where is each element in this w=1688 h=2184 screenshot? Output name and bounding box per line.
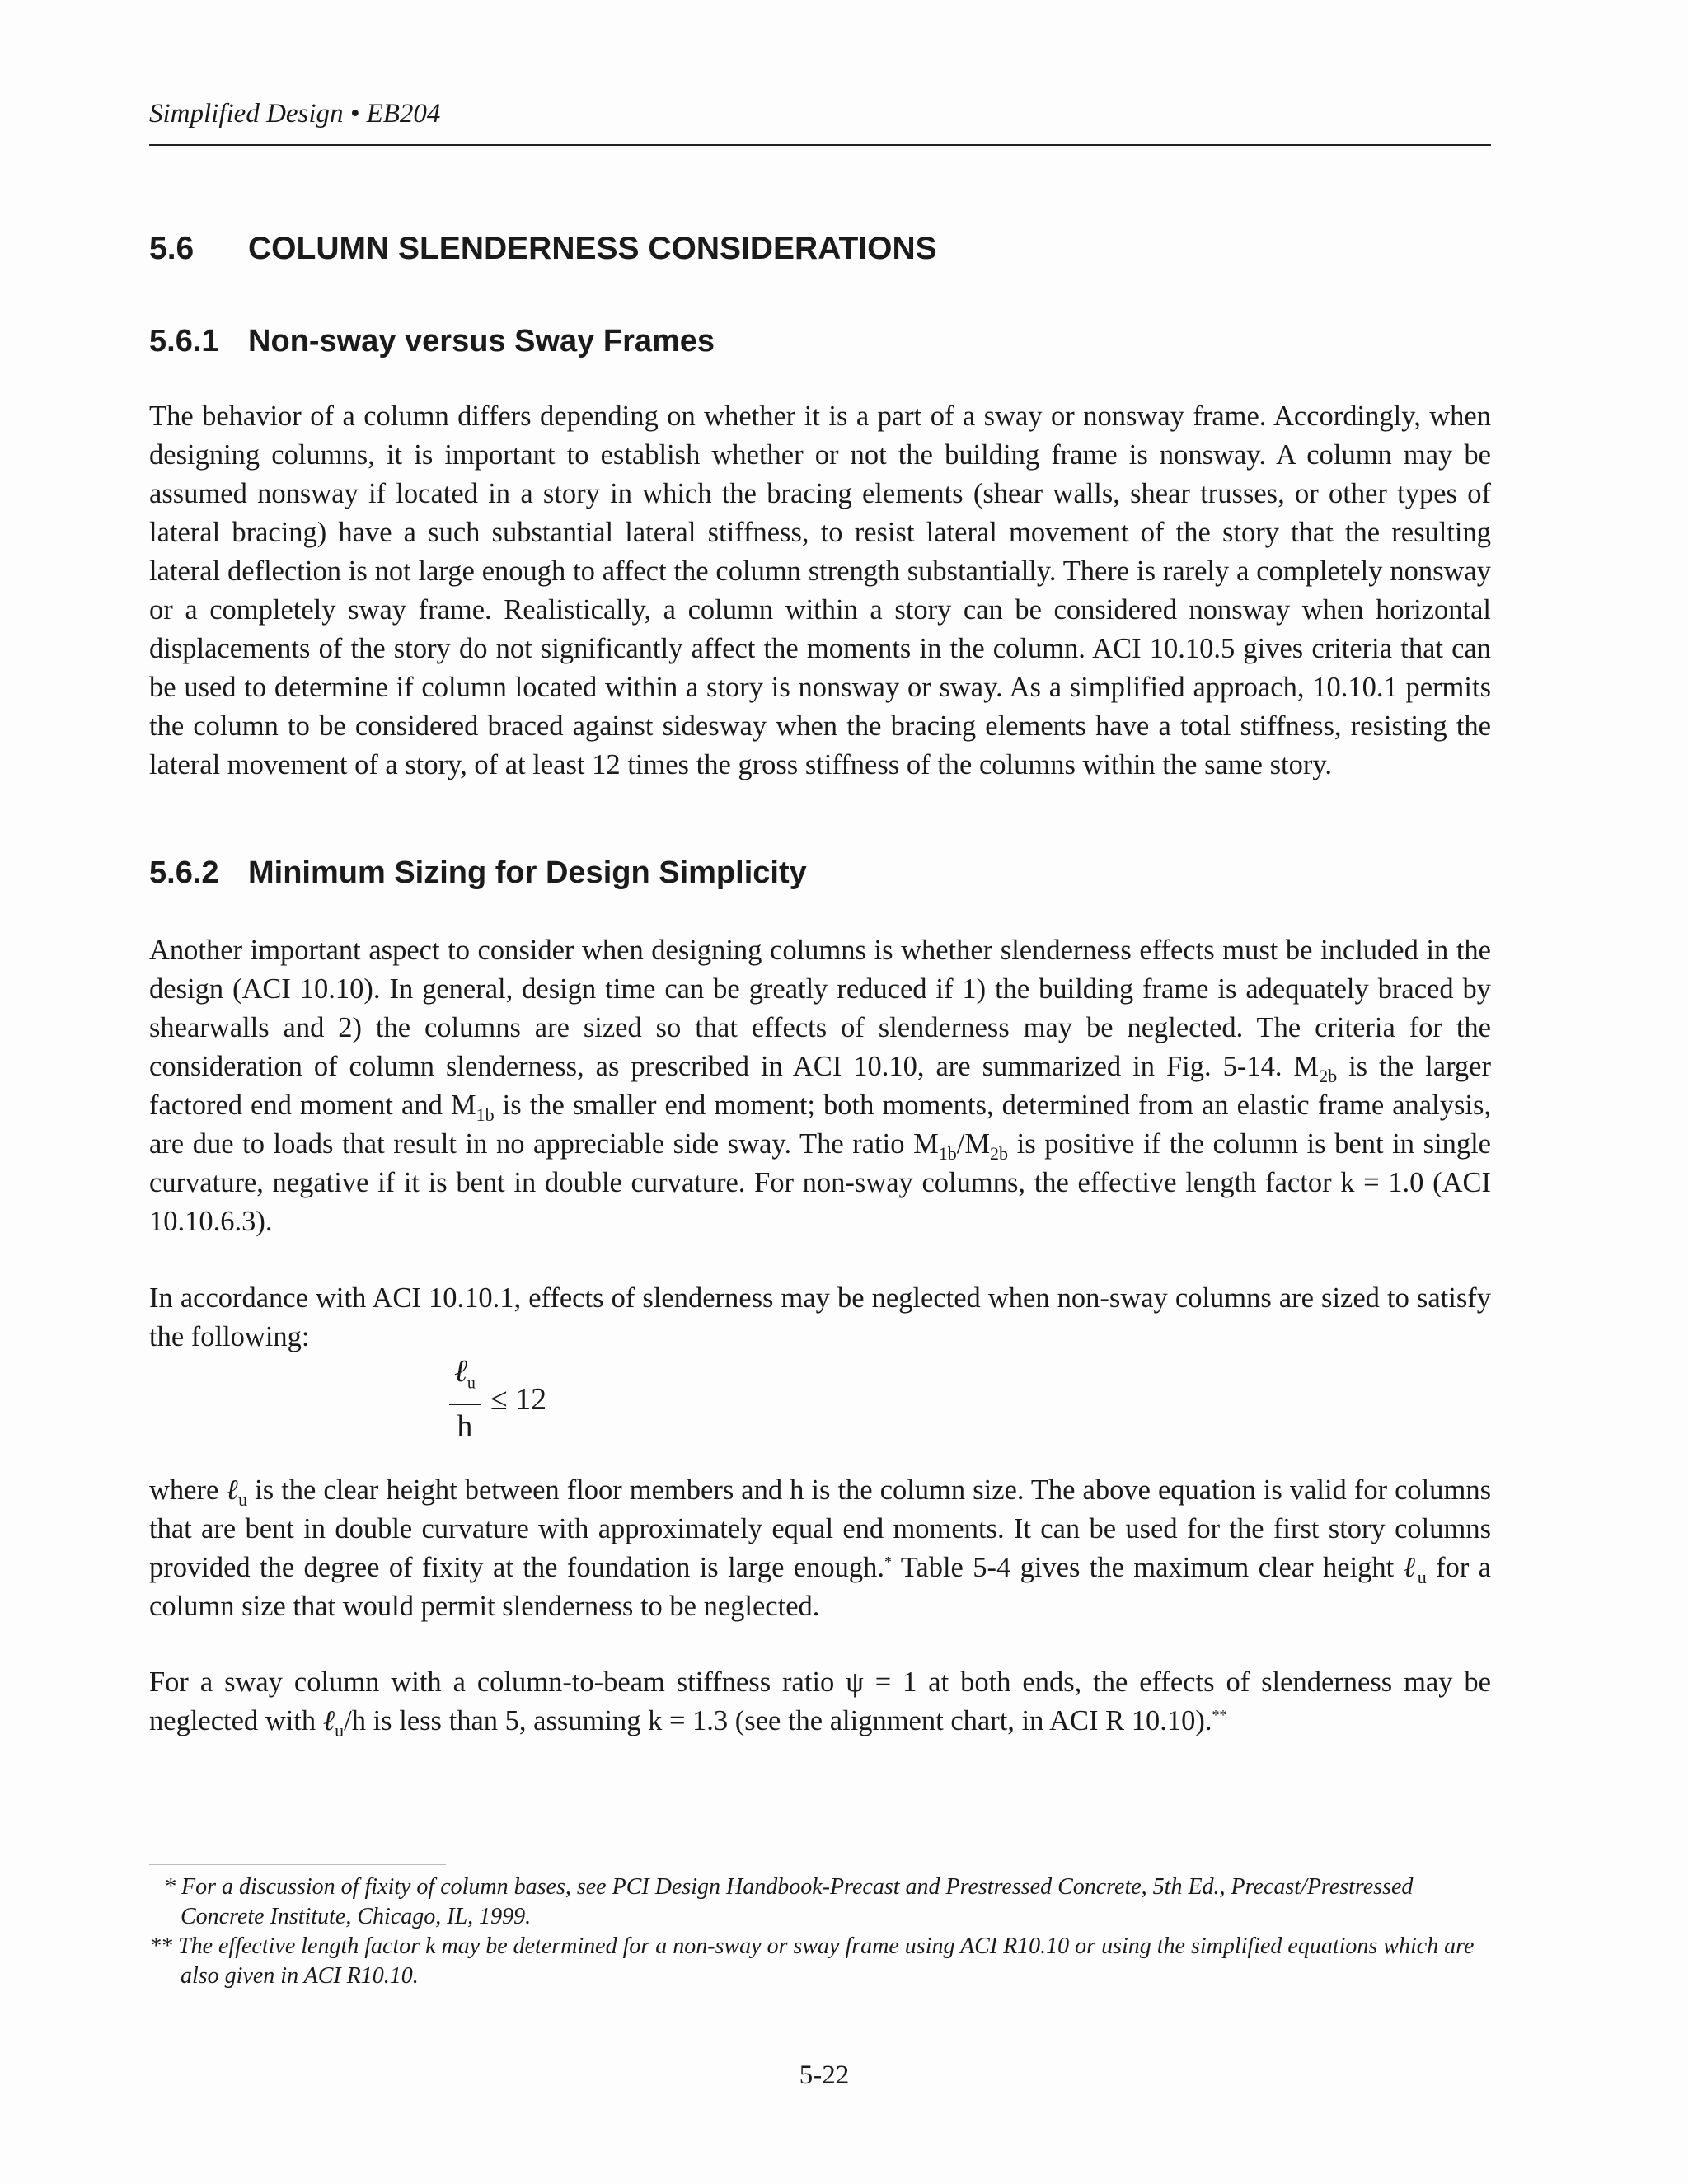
subsection-heading-5-6-2 [149,855,807,891]
subsection-heading-5-6-1 [149,324,715,359]
subscript: u [335,1720,345,1741]
page-number: 5-22 [799,2060,850,2090]
text-run: For a sway column with a column-to-beam stiffness ratio ψ = 1 at both ends, the effects of slenderness may be neglected with [149,1666,1491,1736]
text-run: /M [956,1128,991,1160]
equation-fraction [449,1352,481,1448]
text-run: is the smaller end moment; both moments, determined from an elastic frame analysis, are due to loads that result in no appreciable side sway. The ratio M [149,1090,1492,1160]
text-run: is positive if the column is bent in single curvature, negative if it is bent in double curvature. For non-sway columns, the effective length factor k = 1.0 (ACI 10.10.6.3). [149,1128,1491,1237]
slenderness-equation [449,1352,546,1448]
text-run: is the larger factored end moment and M [149,1051,1491,1121]
equation-rhs: ≤ 12 [490,1382,547,1418]
equation-denominator: h [457,1408,473,1444]
section-title: COLUMN SLENDERNESS CONSIDERATIONS [248,231,937,266]
subscript: 1b [938,1143,957,1164]
footnote-ref: * [884,1554,892,1570]
subscript: 2b [1319,1066,1338,1086]
text-run: /h is less than 5, assuming k = 1.3 (see the alignment chart, in ACI R 10.10). [344,1705,1212,1736]
footnote-1: * For a discussion of fixity of column bases, see PCI Design Handbook-Precast and Prestressed Concrete, 5th Ed., Precast/Prestressed Concrete Institute, Chicago, IL, 1999. [164,1874,1414,1929]
text-run: for a column size that would permit slenderness to be neglected. [149,1552,1491,1622]
subscript: 1b [476,1104,495,1125]
equation-numerator [449,1352,481,1405]
footnotes [149,1872,1491,1991]
ell-symbol: ℓ [226,1474,239,1506]
ell-symbol: ℓ [1403,1552,1418,1583]
footnote-ref: ** [1212,1707,1227,1723]
subscript: 2b [990,1143,1009,1164]
paragraph-clear-height [149,1471,1491,1626]
subsection-number: 5.6.2 [149,855,219,890]
footnote-divider [149,1864,446,1865]
section-heading [149,231,937,267]
paragraph-minimum-sizing [149,931,1491,1241]
paragraph-sway-frames: The behavior of a column differs depending on whether it is a part of a sway or nonsway frame. Accordingly, when designing columns, it is important to establish whether or not the building frame is nonsway. A column may be assumed nonsway if located in a story in which the bracing elements (shear walls, shear trusses, or other types of lateral bracing) have a such substantial lateral stiffness, to resist lateral movement of the story that the resulting lateral deflection is not large enough to affect the column strength substantially. There is rarely a completely nonsway or a completely sway frame. Realistically, a column within a story can be considered nonsway when horizontal displacements of the story do not significantly affect the moments in the column. ACI 10.10.5 gives criteria that can be used to determine if column located within a story is nonsway or sway. As a simplified approach, 10.10.1 permits the column to be considered braced against sidesway when the bracing elements have a total stiffness, resisting the lateral movement of a story, of at least 12 times the gross stiffness of the columns within the same story. [149,401,1491,780]
text-run: is the clear height between floor members and h is the column size. The above equation is valid for columns that are bent in double curvature with approximately equal end moments. It can be used for the first story columns provided the degree of fixity at the foundation is large enough. [149,1474,1492,1583]
text-run: Table 5-4 gives the maximum clear height [891,1552,1404,1583]
text-run: where [149,1474,227,1506]
section-number: 5.6 [149,231,195,266]
subsection-title: Minimum Sizing for Design Simplicity [248,855,807,890]
footnote-2: ** The effective length factor k may be determined for a non-sway or sway frame using ACI R10.10 or using the simplified equations which are also given in ACI R10.10. [149,1933,1475,1989]
text-run: Another important aspect to consider when designing columns is whether slenderness effects must be included in the design (ACI 10.10). In general, design time can be greatly reduced if 1) the building frame is adequately braced by shearwalls and 2) the columns are sized so that effects of slenderness may be neglected. The criteria for the consideration of column slenderness, as prescribed in ACI 10.10, are summarized in Fig. 5-14. M [149,935,1491,1082]
paragraph-sway-column [149,1663,1491,1741]
subscript: u [238,1489,248,1510]
subscript: u [1417,1567,1427,1587]
subscript: u [467,1374,476,1393]
paragraph-aci-criteria: In accordance with ACI 10.10.1, effects of slenderness may be neglected when non-sway columns are sized to satisfy the following: [149,1282,1491,1352]
subsection-title: Non-sway versus Sway Frames [248,324,715,359]
subsection-number: 5.6.1 [149,324,219,359]
running-header: Simplified Design • EB204 [149,99,1491,146]
ell-symbol: ℓ [322,1705,335,1736]
ell-symbol: ℓ [454,1354,467,1389]
